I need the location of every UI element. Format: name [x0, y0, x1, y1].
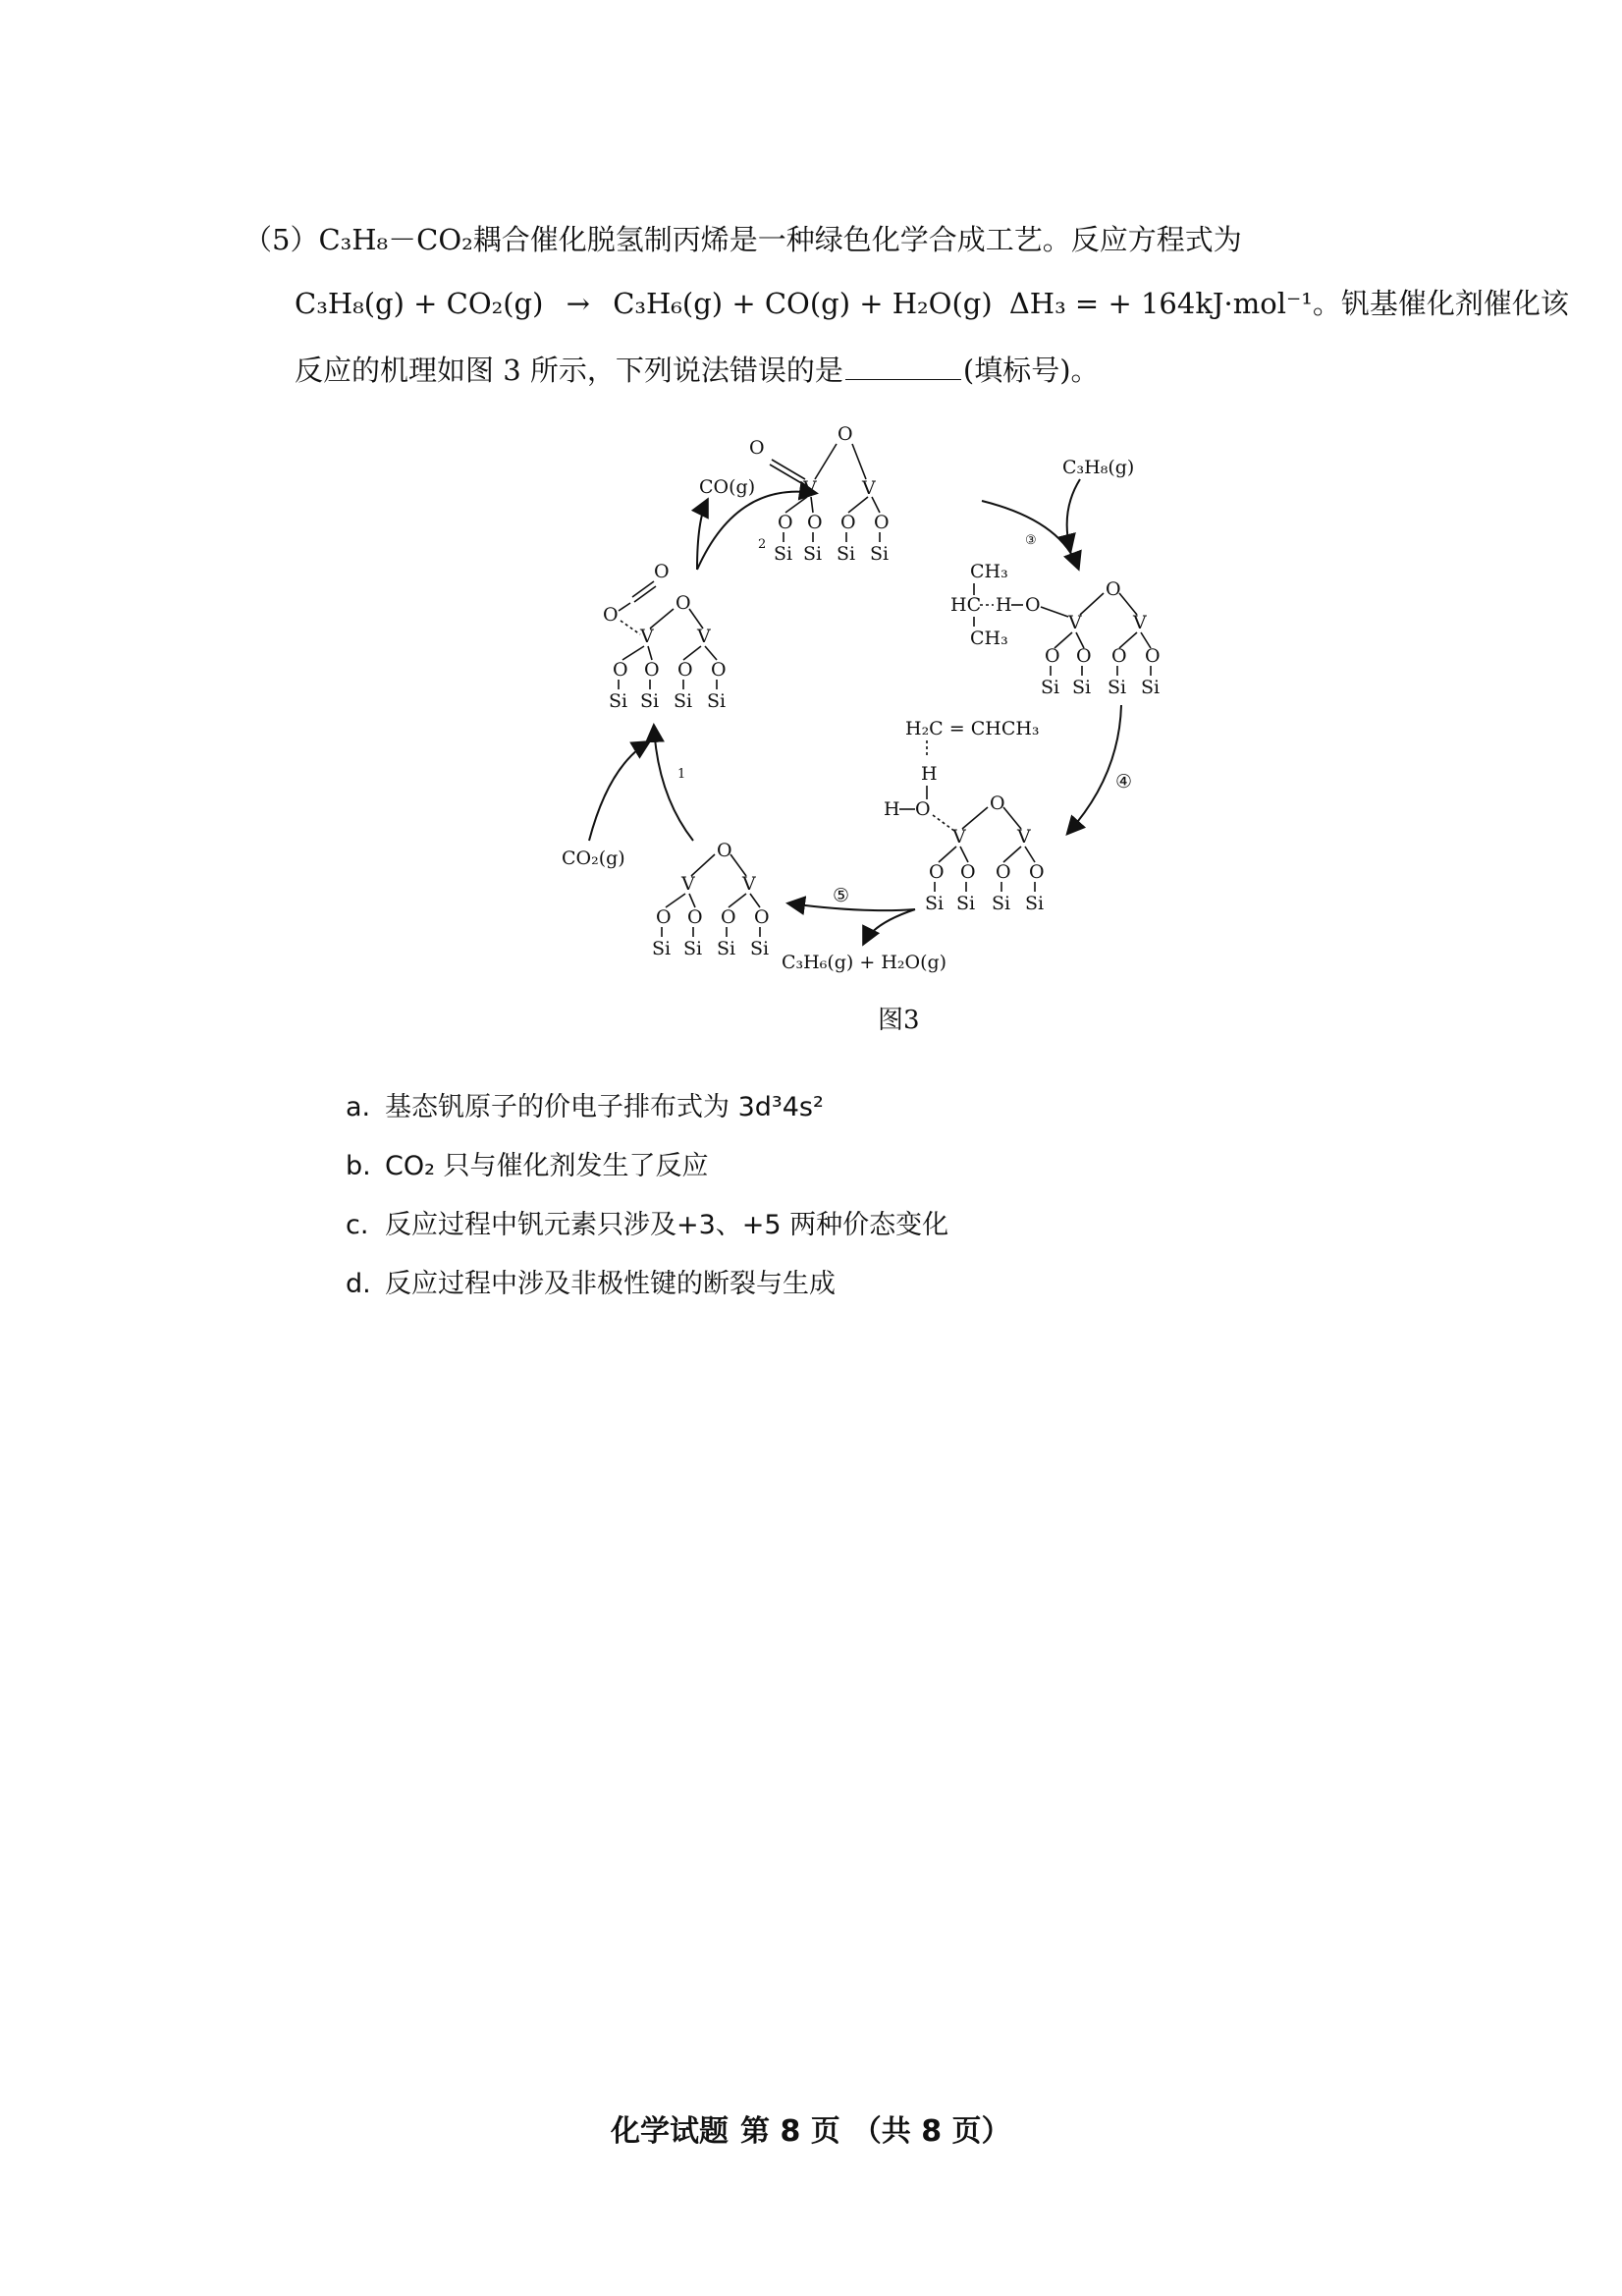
propene-label: H₂C = CHCH₃ — [905, 718, 1040, 739]
o-label: O — [1076, 645, 1092, 667]
c3h8-gas-label: C₃H₈(g) — [1062, 457, 1135, 478]
hc-label: HC — [950, 594, 982, 616]
co-gas-label: CO(g) — [699, 476, 756, 498]
v-label: V — [1017, 826, 1031, 847]
o-label: O — [687, 906, 703, 928]
top-catalyst-structure — [749, 423, 890, 565]
equation-lhs: C₃H₈(g) + CO₂(g) — [295, 287, 544, 320]
arrow-step-5 — [789, 903, 915, 910]
enthalpy-change: ΔH₃ = + 164kJ·mol⁻¹。 — [1008, 287, 1341, 320]
si-label: Si — [1072, 677, 1092, 698]
o-label: O — [711, 659, 727, 681]
h-label: H — [996, 594, 1012, 616]
o-label: O — [1045, 645, 1060, 667]
bridge-o-label: O — [990, 793, 1005, 814]
option-b[interactable] — [346, 1144, 709, 1182]
lower-right-catalyst-structure — [884, 718, 1045, 914]
step-2-label: 2 — [758, 537, 767, 552]
si-label: Si — [652, 938, 672, 959]
o-label: O — [807, 512, 823, 533]
cycle-arrows — [562, 457, 1134, 973]
footer-page: 第 8 页 — [740, 2114, 840, 2149]
si-label: Si — [1108, 677, 1127, 698]
answer-blank[interactable] — [845, 355, 961, 380]
si-label: Si — [837, 543, 856, 565]
ch3-bottom-label: CH₃ — [970, 628, 1008, 649]
equation-arrow: → — [566, 287, 590, 320]
arrow-co2-in — [589, 742, 648, 841]
products-label: C₃H₆(g) + H₂O(g) — [782, 952, 947, 973]
v-label-right: V — [862, 477, 876, 499]
arrow-step-1 — [654, 727, 693, 841]
si-label: Si — [870, 543, 890, 565]
si-label: Si — [925, 893, 945, 914]
prompt-text: 反应的机理如图 3 所示，下列说法错误的是 — [295, 354, 843, 387]
si-label: Si — [717, 938, 736, 959]
si-label: Si — [803, 543, 823, 565]
bridge-o-label: O — [838, 423, 853, 445]
h-label: H — [884, 798, 900, 820]
si-label: Si — [674, 690, 693, 712]
mechanism-diagram — [550, 403, 1198, 1051]
question-prompt — [295, 349, 1100, 389]
step-3-label: ③ — [1025, 533, 1037, 548]
o-label: O — [644, 659, 660, 681]
o-label: O — [1111, 645, 1127, 667]
co2-o-label: O — [654, 561, 670, 582]
terminal-o-label: O — [749, 437, 765, 459]
question-heading — [243, 218, 1242, 258]
o-label: O — [721, 906, 736, 928]
reaction-equation — [295, 282, 1569, 322]
option-a[interactable] — [346, 1085, 824, 1123]
o-label: O — [1145, 645, 1161, 667]
v-label: V — [1133, 612, 1147, 633]
ch3-top-label: CH₃ — [970, 561, 1008, 582]
si-label: Si — [1041, 677, 1060, 698]
o-label: O — [754, 906, 770, 928]
o-label: O — [929, 861, 945, 883]
si-label: Si — [774, 543, 793, 565]
option-key: c. — [346, 1210, 369, 1240]
figure-caption: 图3 — [878, 1006, 920, 1035]
prompt-suffix: (填标号)。 — [962, 354, 1100, 387]
right-catalyst-structure — [950, 561, 1161, 698]
page-footer — [611, 2106, 1023, 2150]
o-label: O — [960, 861, 976, 883]
option-text: 反应过程中涉及非极性键的断裂与生成 — [385, 1269, 836, 1299]
footer-title: 化学试题 — [611, 2114, 729, 2149]
o-label: O — [1029, 861, 1045, 883]
o-label: O — [677, 659, 693, 681]
step-5-label: ⑤ — [833, 885, 850, 906]
si-label: Si — [956, 893, 976, 914]
footer-total: （共 8 页） — [851, 2114, 1011, 2149]
equation-rhs: C₃H₆(g) + CO(g) + H₂O(g) — [613, 287, 993, 320]
bridge-o-label: O — [1106, 578, 1121, 600]
si-label: Si — [1141, 677, 1161, 698]
lower-left-catalyst-structure — [652, 840, 770, 959]
si-label: Si — [707, 690, 727, 712]
step-4-label: ④ — [1115, 771, 1133, 793]
v-label: V — [681, 873, 695, 895]
si-label: Si — [992, 893, 1011, 914]
arrow-products-release — [864, 909, 915, 943]
question-intro: C₃H₈－CO₂耦合催化脱氢制丙烯是一种绿色化学合成工艺。反应方程式为 — [318, 223, 1242, 256]
h-label: H — [921, 763, 938, 785]
bridge-o-label: O — [717, 840, 732, 861]
v-label: V — [952, 826, 966, 847]
arrow-propane-in — [1067, 479, 1080, 550]
v-label: V — [640, 626, 654, 647]
si-label: Si — [640, 690, 660, 712]
option-text: 反应过程中钒元素只涉及+3、+5 两种价态变化 — [385, 1210, 949, 1240]
o-label: O — [1025, 594, 1041, 616]
o-label: O — [656, 906, 672, 928]
o-label: O — [840, 512, 856, 533]
option-key: d. — [346, 1269, 371, 1299]
o-label: O — [996, 861, 1011, 883]
o-label: O — [778, 512, 793, 533]
arrow-step-4 — [1068, 705, 1121, 833]
option-text: CO₂ 只与催化剂发生了反应 — [385, 1151, 709, 1181]
v-label-left: V — [803, 477, 817, 499]
v-label: V — [697, 626, 711, 647]
o-label: O — [874, 512, 890, 533]
co2-gas-label: CO₂(g) — [562, 847, 625, 869]
si-label: Si — [750, 938, 770, 959]
option-key: a. — [346, 1092, 371, 1122]
option-text: 基态钒原子的价电子排布式为 3d³4s² — [385, 1092, 824, 1122]
left-catalyst-structure — [603, 561, 727, 712]
si-label: Si — [1025, 893, 1045, 914]
v-label: V — [1068, 612, 1082, 633]
si-label: Si — [683, 938, 703, 959]
mechanism-figure — [550, 403, 1198, 1051]
question-number: （5） — [243, 223, 319, 256]
si-label: Si — [609, 690, 628, 712]
option-d[interactable] — [346, 1262, 836, 1300]
o-label: O — [613, 659, 628, 681]
step-1-label: 1 — [677, 767, 686, 782]
equation-tail: 钒基催化剂催化该 — [1340, 287, 1569, 320]
o-label: O — [915, 798, 931, 820]
bridge-o-label: O — [676, 592, 691, 614]
co2-o-label: O — [603, 604, 619, 626]
option-key: b. — [346, 1151, 371, 1181]
v-label: V — [742, 873, 756, 895]
option-c[interactable] — [346, 1203, 948, 1241]
